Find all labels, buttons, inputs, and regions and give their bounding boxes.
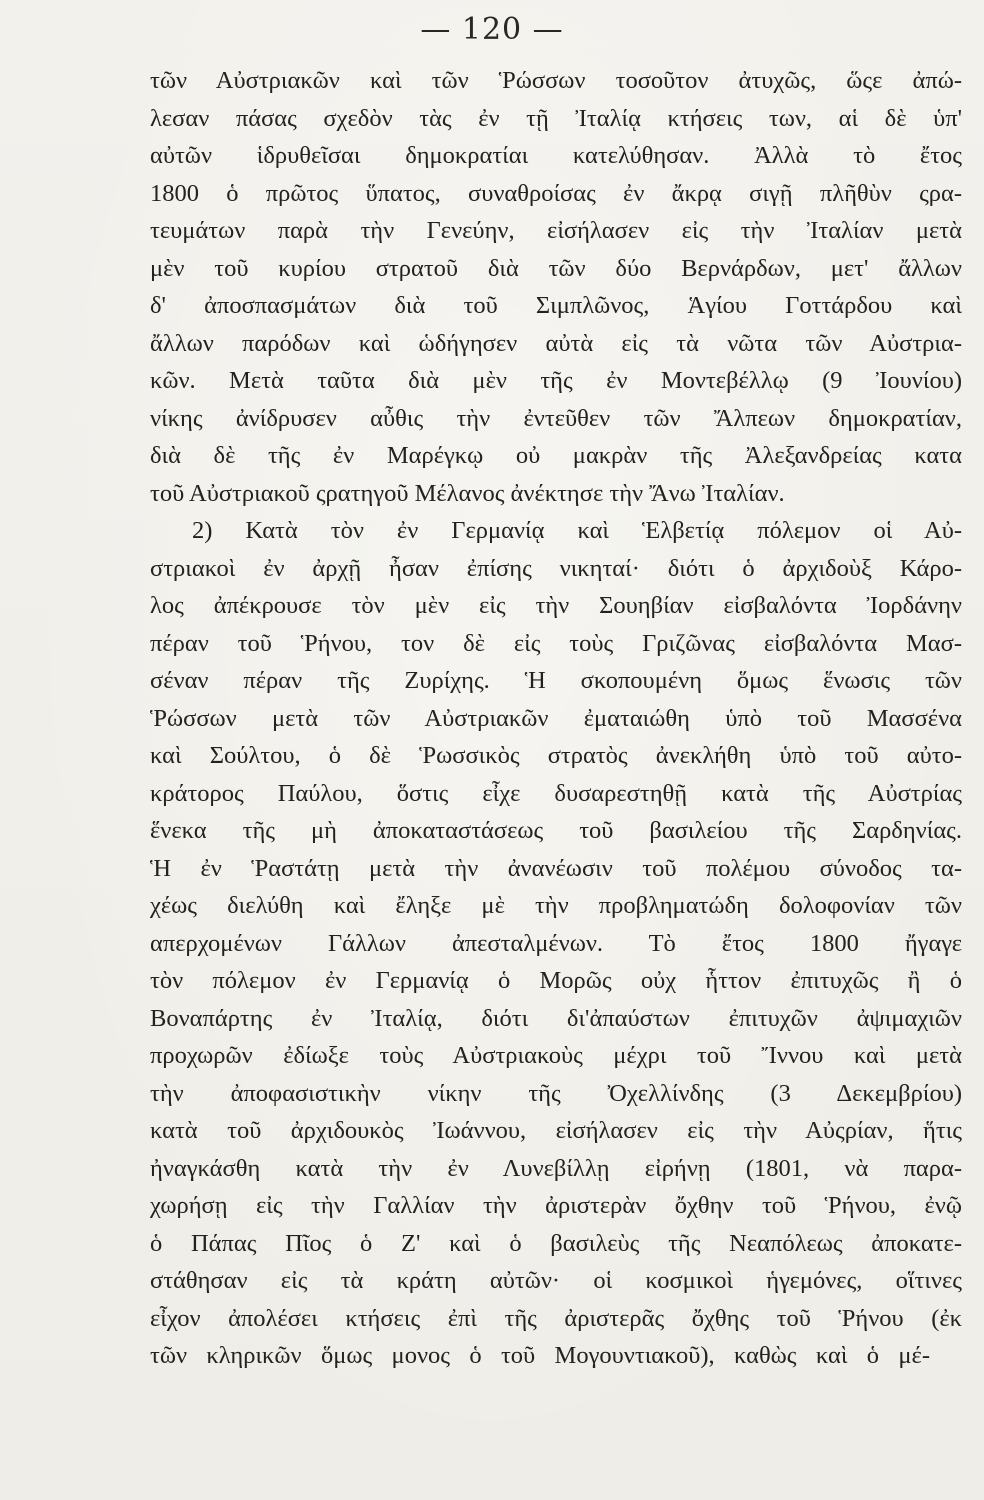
text-line: προχωρῶν ἐδίωξε τοὺς Αὐστριακοὺς μέχρι τοῦ Ἴννου καὶ μετὰ	[150, 1042, 962, 1069]
text-line: Ἡ ἐν Ῥαστάτῃ μετὰ τὴν ἀνανέωσιν τοῦ πολέμου σύνοδος τα-	[150, 854, 962, 882]
text-line: Ῥώσσων μετὰ τῶν Αὐστριακῶν ἐματαιώθη ὑπὸ τοῦ Μασσένα	[150, 704, 962, 732]
text-line: πέραν τοῦ Ῥήνου, τον δὲ εἰς τοὺς Γριζῶνας εἰσβαλόντα Μασ-	[150, 629, 962, 657]
text-line: καὶ Σούλτου, ὁ δὲ Ῥωσσικὸς στρατὸς ἀνεκλήθη ὑπὸ τοῦ αὐτο-	[150, 742, 962, 769]
text-line: ἕνεκα τῆς μὴ ἀποκαταστάσεως τοῦ βασιλείου τῆς Σαρδηνίας.	[150, 817, 962, 844]
text-line: εἶχον ἀπολέσει κτήσεις ἐπὶ τῆς ἀριστερᾶς ὄχθης τοῦ Ῥήνου (ἐκ	[150, 1304, 962, 1332]
text-line: στριακοὶ ἐν ἀρχῇ ἦσαν ἐπίσης νικηταί· διότι ὁ ἀρχιδοὺξ Κάρο-	[150, 554, 962, 582]
text-line: τὸν πόλεμον ἐν Γερμανίᾳ ὁ Μορῶς οὐχ ἧττον ἐπιτυχῶς ἢ ὁ	[150, 967, 962, 994]
text-line: τοῦ Αὐστριακοῦ ςρατηγοῦ Μέλανος ἀνέκτησε τὴν Ἄνω Ἰταλίαν.	[150, 479, 785, 507]
text-line: τῶν Αὐστριακῶν καὶ τῶν Ῥώσσων τοσοῦτον ἀτυχῶς, ὥςε ἀπώ-	[150, 67, 962, 94]
body-text	[150, 62, 962, 1375]
text-line: 1800 ὁ πρῶτος ὕπατος, συναθροίσας ἐν ἄκρᾳ σιγῇ πλῆθὺν ςρα-	[150, 179, 962, 207]
text-line: τῶν κληρικῶν ὅμως μονος ὁ τοῦ Μογουντιακοῦ), καθὼς καὶ ὁ μέ-	[150, 1342, 930, 1369]
text-line: μὲν τοῦ κυρίου στρατοῦ διὰ τῶν δύο Βερνάρδων, μετ' ἄλλων	[150, 254, 962, 282]
text-line: τὴν ἀποφασιστικὴν νίκην τῆς Ὀχελλίνδης (3 Δεκεμβρίου)	[150, 1079, 962, 1107]
text-line: κράτορος Παύλου, ὅστις εἶχε δυσαρεστηθῇ κατὰ τῆς Αὐστρίας	[150, 779, 962, 807]
text-line: αὐτῶν ἱδρυθεῖσαι δημοκρατίαι κατελύθησαν. Ἀλλὰ τὸ ἔτος	[150, 142, 962, 169]
text-line: στάθησαν εἰς τὰ κράτη αὐτῶν· οἱ κοσμικοὶ ἡγεμόνες, οἵτινες	[150, 1267, 962, 1294]
text-line: Βοναπάρτης ἐν Ἰταλίᾳ, διότι δι'ἀπαύστων ἐπιτυχῶν ἀψιμαχιῶν	[150, 1004, 962, 1032]
text-line: λος ἀπέκρουσε τὸν μὲν εἰς τὴν Σουηβίαν εἰσβαλόντα Ἰορδάνην	[150, 592, 962, 619]
text-line: 2) Κατὰ τὸν ἐν Γερμανίᾳ καὶ Ἑλβετίᾳ πόλεμον οἱ Αὐ-	[192, 517, 962, 544]
text-line: ἄλλων παρόδων καὶ ὡδήγησεν αὐτὰ εἰς τὰ νῶτα τῶν Αὐστρια-	[150, 329, 962, 357]
text-line: απερχομένων Γάλλων ἀπεσταλμένων. Τὸ ἔτος 1800 ἤγαγε	[150, 929, 962, 957]
text-line: κατὰ τοῦ ἀρχιδουκὸς Ἰωάννου, εἰσήλασεν εἰς τὴν Αὐςρίαν, ἥτις	[150, 1117, 962, 1144]
text-line: ἠναγκάσθη κατὰ τὴν ἐν Λυνεβίλλῃ εἰρήνῃ (1801, νὰ παρα-	[150, 1154, 962, 1182]
text-line: τευμάτων παρὰ τὴν Γενεύην, εἰσήλασεν εἰς τὴν Ἰταλίαν μετὰ	[150, 217, 962, 244]
text-line: λεσαν πάσας σχεδὸν τὰς ἐν τῇ Ἰταλίᾳ κτήσεις των, αἱ δὲ ὑπ'	[150, 104, 962, 132]
text-line: δ' ἀποσπασμάτων διὰ τοῦ Σιμπλῶνος, Ἁγίου Γοττάρδου καὶ	[150, 292, 962, 319]
text-line: χέως διελύθη καὶ ἔληξε μὲ τὴν προβληματώδη δολοφονίαν τῶν	[150, 892, 962, 919]
page-number: — 120 —	[420, 12, 564, 47]
text-line: κῶν. Μετὰ ταῦτα διὰ μὲν τῆς ἐν Μοντεβέλλῳ (9 Ἰουνίου)	[150, 367, 962, 394]
text-line: σέναν πέραν τῆς Ζυρίχης. Ἡ σκοπουμένη ὅμως ἕνωσις τῶν	[150, 667, 962, 694]
text-line: διὰ δὲ τῆς ἐν Μαρέγκῳ οὐ μακρὰν τῆς Ἀλεξανδρείας κατα	[150, 442, 962, 469]
text-line: ὁ Πάπας Πῖος ὁ Ζ' καὶ ὁ βασιλεὺς τῆς Νεαπόλεως ἀποκατε-	[150, 1229, 962, 1257]
text-line: νίκης ἀνίδρυσεν αὖθις τὴν ἐντεῦθεν τῶν Ἄλπεων δημοκρατίαν,	[150, 404, 962, 432]
text-line: χωρήσῃ εἰς τὴν Γαλλίαν τὴν ἀριστερὰν ὄχθην τοῦ Ῥήνου, ἐνῷ	[150, 1192, 962, 1219]
